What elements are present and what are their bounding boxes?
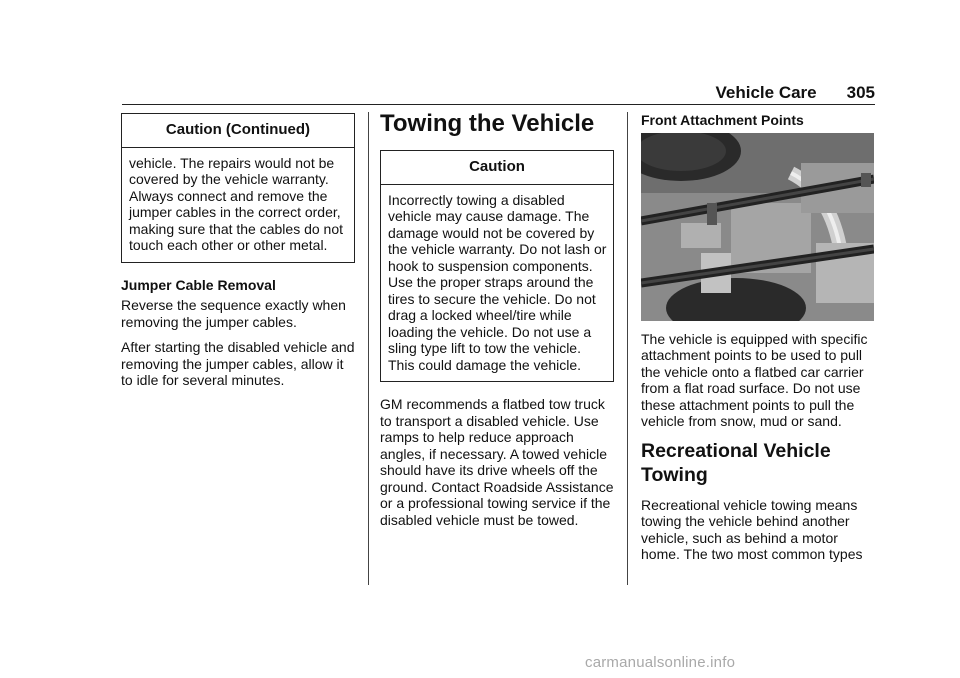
column-1 xyxy=(121,113,355,398)
column-divider xyxy=(627,112,628,585)
paragraph: After starting the disabled vehicle and removing the jumper cables, allow it to idle for several minutes. xyxy=(121,339,355,388)
column-3 xyxy=(641,112,875,572)
page-header xyxy=(122,83,875,103)
caution-text: Incorrectly towing a disabled vehicle may cause damage. The damage would not be covered by the vehicle warranty. Do not lash or hook to suspension components. Use the proper straps around the tires to secure the vehicle. Do not drag a locked wheel/tire while loading the vehicle. Do not use a sling type lift to tow the vehicle. This could damage the vehicle. xyxy=(388,191,607,373)
section-title: Vehicle Care xyxy=(715,83,817,102)
header-rule xyxy=(122,104,875,105)
paragraph: Recreational vehicle towing means towing the vehicle behind another vehicle, such as behind a motor home. The two most common types xyxy=(641,496,863,562)
caution-title: Caution (Continued) xyxy=(122,114,354,148)
caution-text: vehicle. The repairs would not be covered by the vehicle warranty. Always connect and remove the jumper cables in the correct order, making sure that the cables do not touch each other or other metal. xyxy=(129,154,344,253)
paragraph: The vehicle is equipped with specific attachment points to be used to pull the vehicle onto a flatbed car carrier from a flat road surface. Do not use these attachment points to pull the vehicle from snow, mud or sand. xyxy=(641,330,868,429)
page-number: 305 xyxy=(846,83,875,102)
caution-box xyxy=(380,150,614,382)
watermark: carmanualsonline.info xyxy=(585,654,736,671)
front-attachment-heading: Front Attachment Points xyxy=(641,112,804,128)
towing-heading: Towing the Vehicle xyxy=(380,110,595,137)
paragraph: GM recommends a flatbed tow truck to transport a disabled vehicle. Use ramps to help reduce approach angles, if necessary. A towed vehicle should have its drive wheels off the ground. Contact Roadside Assistance or a professional towing service if the disabled vehicle must be towed. xyxy=(380,396,614,528)
paragraph: Reverse the sequence exactly when removing the jumper cables. xyxy=(121,297,346,330)
caution-box-continued xyxy=(121,113,355,263)
front-attachment-photo xyxy=(641,133,874,321)
column-divider xyxy=(368,112,369,585)
column-2 xyxy=(380,110,614,537)
jumper-cable-removal-heading: Jumper Cable Removal xyxy=(121,276,276,293)
recreational-towing-heading: Recreational Vehicle Towing xyxy=(641,439,831,486)
caution-title: Caution xyxy=(381,151,613,185)
